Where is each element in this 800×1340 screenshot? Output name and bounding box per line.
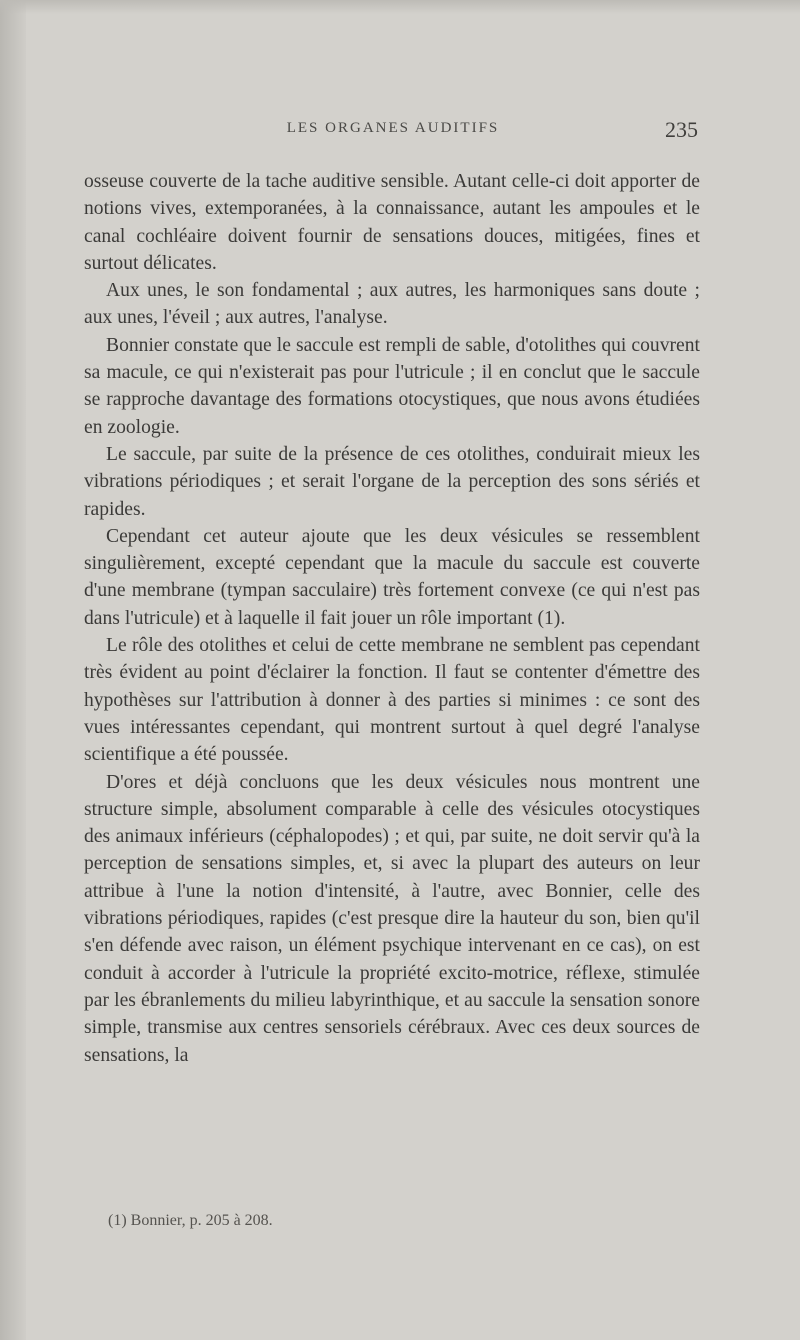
page-number: 235: [665, 117, 698, 142]
page-top-edge: [0, 0, 800, 14]
paragraph: Aux unes, le son fondamental ; aux autres, les harmoniques sans doute ; aux unes, l'éveil ; aux autres, l'analyse.: [84, 280, 700, 329]
running-title: LES ORGANES AUDITIFS: [286, 120, 500, 136]
paragraph: Le saccule, par suite de la présence de ces otolithes, conduirait mieux les vibrations périodiques ; et serait l'organe de la perception des sons sériés et rapides.: [84, 443, 700, 520]
paragraph: Le rôle des otolithes et celui de cette membrane ne semblent pas cependant très évident au point d'éclairer la fonction. Il faut se contenter d'émettre des hypothèses sur l'attribution à donner à des parties si minimes : ce sont des vues intéressantes cependant, qui montrent surtout à quel degré l'analyse scientifique a été poussée.: [84, 635, 700, 766]
paragraph: osseuse couverte de la tache auditive sensible. Autant celle-ci doit apporter de notions vives, extemporanées, à la connaissance, autant les ampoules et le canal cochléaire doivent fournir de sensations douces, mitigées, fines et surtout délicates.: [84, 171, 700, 274]
footnote: (1) Bonnier, p. 205 à 208.: [108, 1212, 273, 1229]
paragraph: Cependant cet auteur ajoute que les deux vésicules se ressemblent singulièrement, excepté cependant que la macule du saccule est couverte d'une membrane (tympan sacculaire) très fortement convexe (ce qui n'est pas dans l'utricule) et à laquelle il fait jouer un rôle important (1).: [84, 525, 700, 629]
running-head: [88, 117, 698, 144]
paragraph: Bonnier constate que le saccule est rempli de sable, d'otolithes qui couvrent sa macule, ce qui n'existerait pas pour l'utricule ; il en conclut que le saccule se rapproche davantage des formations otocystiques, que nous avons étudiées en zoologie.: [84, 334, 700, 438]
body-text: [84, 168, 700, 1069]
binding-shadow: [0, 0, 26, 1340]
paragraph: D'ores et déjà concluons que les deux vésicules nous montrent une structure simple, absolument comparable à celle des vésicules otocystiques des animaux inférieurs (céphalopodes) ; et qui, par suite, ne doit servir qu'à la perception de sensations simples, et, si avec la plupart des auteurs on leur attribue à l'une la notion d'intensité, à l'autre, avec Bonnier, celle des vibrations périodiques, rapides (c'est presque dire la hauteur du son, bien qu'il s'en défende avec raison, un élément psychique intervenant en ce cas), on est conduit à accorder à l'utricule la propriété excito-motrice, réflexe, stimulée par les ébranlements du milieu labyrinthique, et au saccule la sensation sonore simple, transmise aux centres sensoriels cérébraux. Avec ces deux sources de sensations, la: [84, 771, 700, 1066]
